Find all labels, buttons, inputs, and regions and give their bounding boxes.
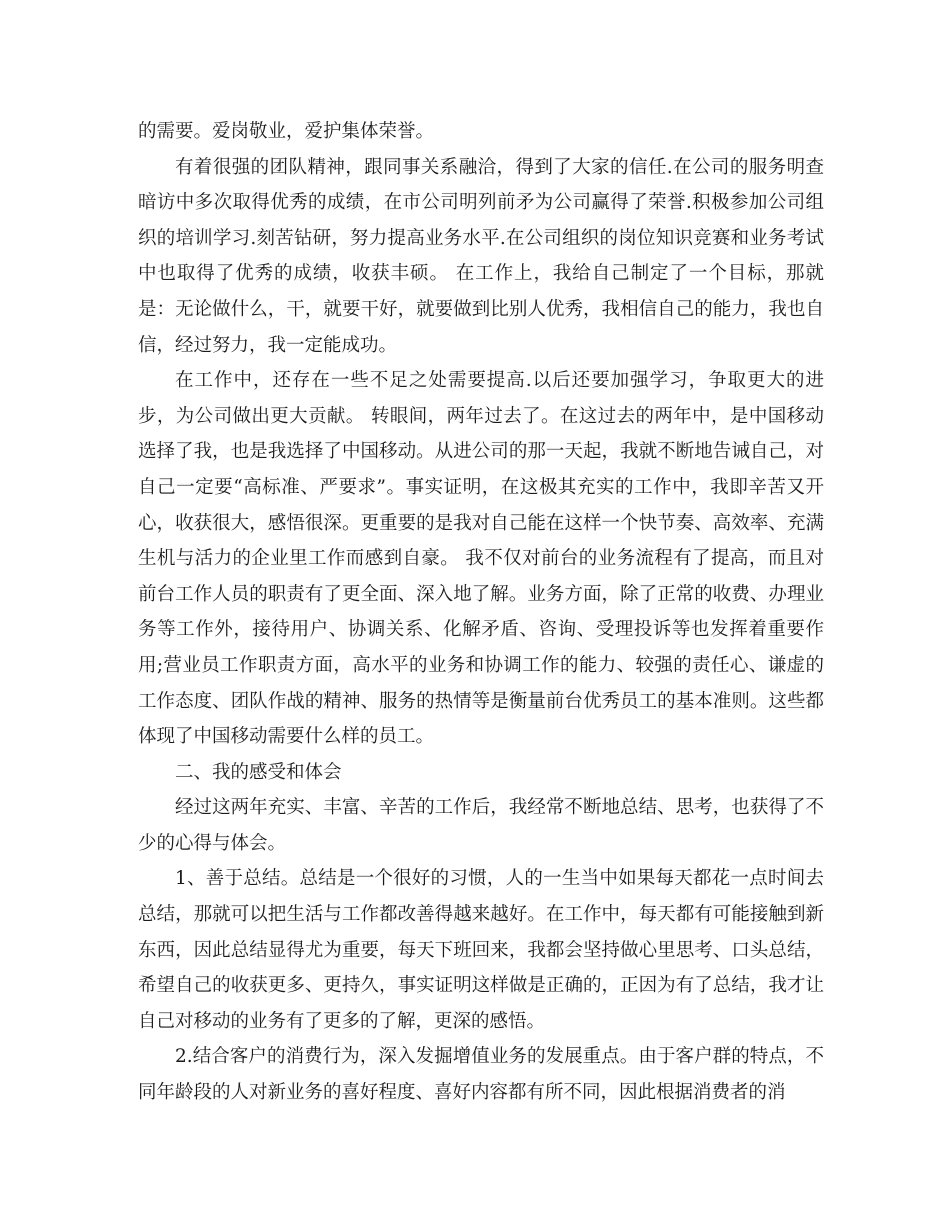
section-heading: 二、我的感受和体会 [175,761,342,783]
paragraph-6: 2.结合客户的消费行为，深入发掘增值业务的发展重点。由于客户群的特点，不同年龄段的人对新业务的喜好程度、喜好内容都有所不同，因此根据消费者的消 [138,1046,824,1104]
paragraph-1: 的需要。爱岗敬业，爱护集体荣誉。 [138,121,435,142]
document-body [138,114,824,1111]
paragraph-3: 在工作中，还存在一些不足之处需要提高.以后还要加强学习，争取更大的进步，为公司做出更大贡献。 转眼间，两年过去了。在这过去的两年中，是中国移动选择了我，也是我选择了中国移动。从进公司的那一天起，我就不断地告诫自己，对自己一定要“高标准、严要求”。事实证明，在这极其充实的工作中，我即辛苦又开心，收获很大，感悟很深。更重要的是我对自己能在这样一个快节奏、高效率、充满生机与活力的企业里工作而感到自豪。 我不仅对前台的业务流程有了提高，而且对前台工作人员的职责有了更全面、深入地了解。业务方面，除了正常的收费、办理业务等工作外，接待用户、协调关系、化解矛盾、咨询、受理投诉等也发挥着重要作用;营业员工作职责方面，高水平的业务和协调工作的能力、较强的责任心、谦虚的工作态度、团队作战的精神、服务的热情等是衡量前台优秀员工的基本准则。这些都体现了中国移动需要什么样的员工。 [138,370,824,748]
paragraph-4: 经过这两年充实、丰富、辛苦的工作后，我经常不断地总结、思考，也获得了不少的心得与体会。 [138,797,824,854]
paragraph-5: 1、善于总结。总结是一个很好的习惯，人的一生当中如果每天都花一点时间去总结，那就可以把生活与工作都改善得越来越好。在工作中，每天都有可能接触到新东西，因此总结显得尤为重要，每天下班回来，我都会坚持做心里思考、口头总结，希望自己的收获更多、更持久，事实证明这样做是正确的，正因为有了总结，我才让自己对移动的业务有了更多的了解，更深的感悟。 [138,868,824,1032]
paragraph-2: 有着很强的团队精神，跟同事关系融洽，得到了大家的信任.在公司的服务明查暗访中多次取得优秀的成绩，在市公司明列前矛为公司赢得了荣誉.积极参加公司组织的培训学习.刻苦钻研，努力提高业务水平.在公司组织的岗位知识竞赛和业务考试中也取得了优秀的成绩，收获丰硕。 在工作上，我给自己制定了一个目标，那就是：无论做什么，干，就要干好，就要做到比别人优秀，我相信自己的能力，我也自信，经过努力，我一定能成功。 [138,156,824,356]
